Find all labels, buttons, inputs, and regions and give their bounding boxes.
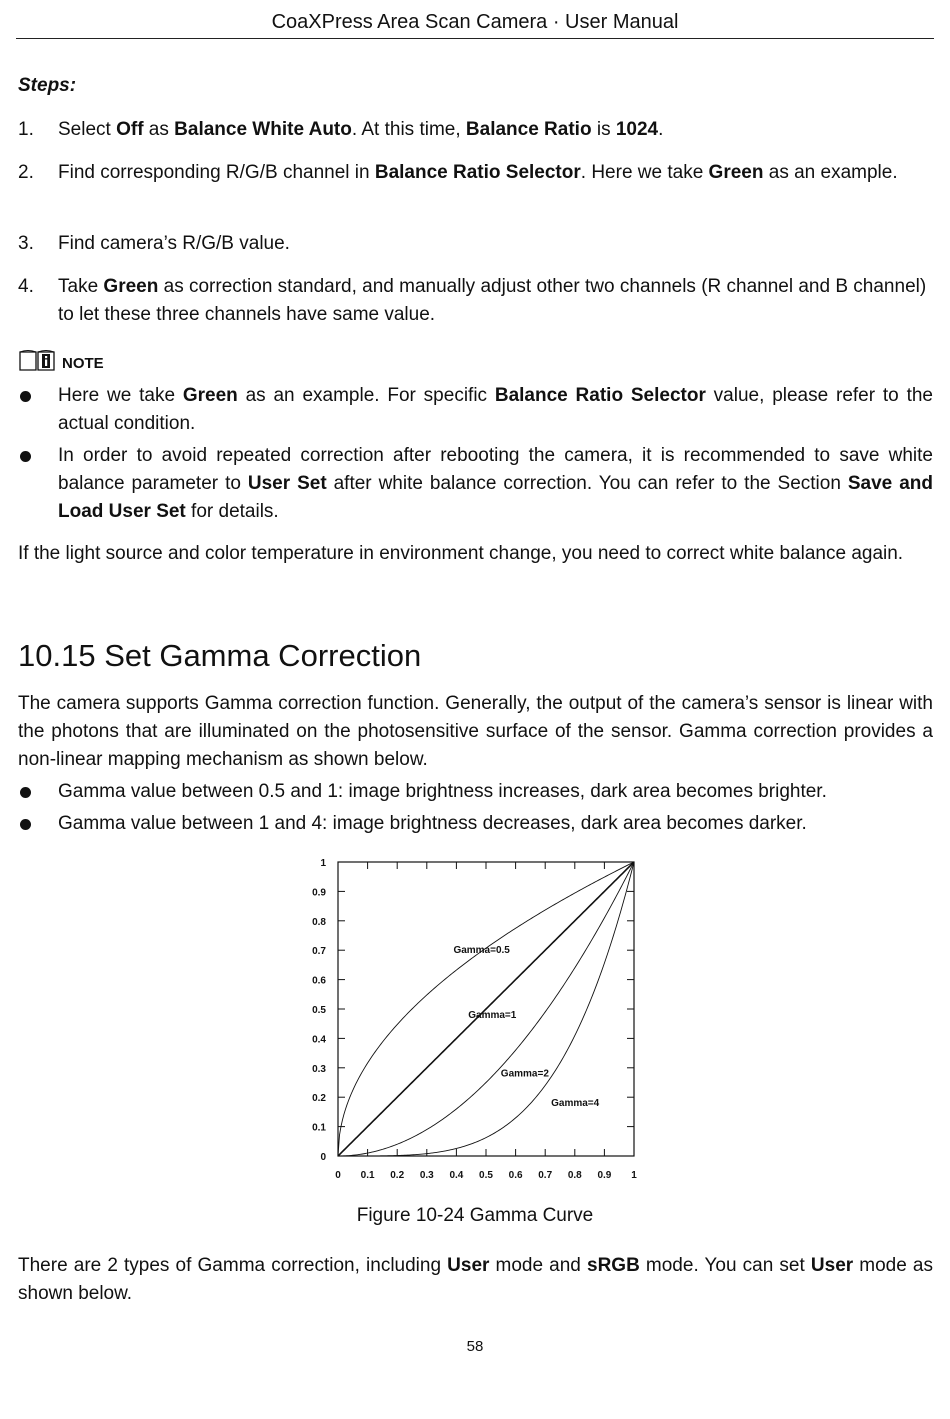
note-bullet [18, 442, 933, 526]
steps-label: Steps: [18, 75, 77, 96]
step-number: 1. [18, 119, 34, 140]
x-tick-label: 0.7 [538, 1170, 553, 1181]
series-annotation: Gamma=0.5 [453, 945, 510, 957]
note-bullet [18, 382, 933, 438]
step-text: Find corresponding R/G/B channel in Balance Ratio Selector. Here we take Green as an example. [58, 162, 898, 183]
x-tick-label: 1 [631, 1170, 637, 1181]
y-tick-label: 0.9 [312, 887, 326, 899]
bullet-dot [20, 391, 31, 402]
x-tick-label: 0.9 [597, 1170, 612, 1181]
y-tick-label: 0.6 [312, 975, 326, 987]
bullet-dot [20, 819, 31, 830]
note-header [18, 346, 104, 372]
header-title: CoaXPress Area Scan Camera · User Manual [271, 11, 679, 33]
bullet-dot [20, 787, 31, 798]
gamma-curve-chart [300, 850, 650, 1185]
step-item [18, 116, 933, 144]
y-tick-label: 0.1 [312, 1122, 326, 1134]
x-tick-label: 0.6 [508, 1170, 523, 1181]
x-tick-label: 0.2 [390, 1170, 405, 1181]
series-annotation: Gamma=2 [500, 1068, 549, 1080]
note-bullet-text: In order to avoid repeated correction after rebooting the camera, it is recommended to save white balance parameter to User Set after white balance correction. You can refer to the Section Save and Load User Set for details. [58, 445, 933, 522]
x-tick-label: 0.1 [360, 1170, 375, 1181]
y-tick-label: 0 [320, 1152, 326, 1163]
section-intro: The camera supports Gamma correction function. Generally, the output of the camera’s sensor is linear with the photons that are illuminated on the photosensitive surface of the sensor. Gamma correction provides a non-linear mapping mechanism as shown below. [18, 693, 933, 770]
y-tick-label: 0.2 [312, 1093, 326, 1105]
step-item [18, 159, 933, 187]
step-number: 2. [18, 162, 34, 183]
step-number: 4. [18, 276, 34, 297]
x-tick-label: 0.4 [449, 1170, 464, 1181]
gamma-bullet [18, 778, 933, 806]
step-item [18, 273, 933, 329]
step-text: Take Green as correction standard, and manually adjust other two channels (R channel and B channel) to let these three channels have same value. [58, 276, 927, 325]
step-item [18, 230, 933, 258]
gamma-bullet [18, 810, 933, 838]
bullet-dot [20, 451, 31, 462]
step-text: Find camera’s R/G/B value. [58, 233, 290, 254]
series-annotation: Gamma=1 [468, 1009, 517, 1021]
y-tick-label: 1 [320, 858, 326, 869]
gamma-bullet-text: Gamma value between 0.5 and 1: image brightness increases, dark area becomes brighter. [58, 781, 827, 802]
series-annotation: Gamma=4 [551, 1098, 600, 1110]
figure-caption: Figure 10-24 Gamma Curve [356, 1205, 594, 1226]
gamma-bullet-text: Gamma value between 1 and 4: image brightness decreases, dark area becomes darker. [58, 813, 807, 834]
y-tick-label: 0.5 [312, 1005, 326, 1016]
page-header [16, 8, 934, 39]
note-bullet-text: Here we take Green as an example. For specific Balance Ratio Selector value, please refer to the actual condition. [58, 385, 933, 434]
note-label: NOTE [62, 355, 104, 372]
page-number: 58 [466, 1338, 484, 1355]
white-balance-paragraph: If the light source and color temperature in environment change, you need to correct white balance again. [18, 543, 904, 564]
y-tick-label: 0.7 [312, 946, 326, 958]
section-title: 10.15 Set Gamma Correction [18, 638, 422, 673]
closing-paragraph: There are 2 types of Gamma correction, including User mode and sRGB mode. You can set User mode as shown below. [18, 1255, 933, 1304]
note-book-icon [18, 348, 56, 372]
step-number: 3. [18, 233, 34, 254]
step-text: Select Off as Balance White Auto. At this time, Balance Ratio is 1024. [58, 119, 664, 140]
y-tick-label: 0.3 [312, 1063, 326, 1075]
y-tick-label: 0.8 [312, 916, 326, 928]
x-tick-label: 0 [335, 1170, 341, 1181]
x-tick-label: 0.3 [419, 1170, 434, 1181]
y-tick-label: 0.4 [312, 1034, 326, 1046]
x-tick-label: 0.8 [567, 1170, 582, 1181]
x-tick-label: 0.5 [479, 1170, 493, 1181]
